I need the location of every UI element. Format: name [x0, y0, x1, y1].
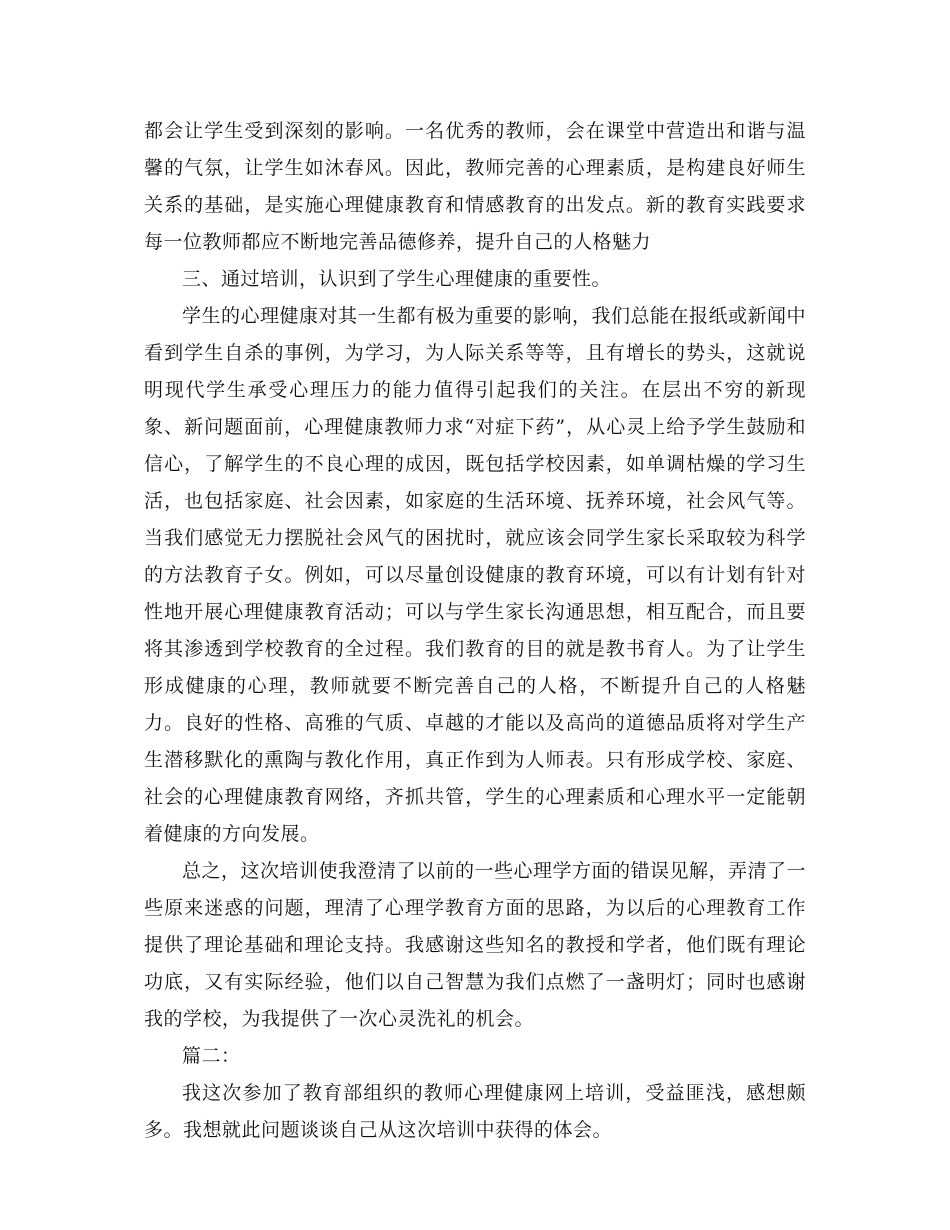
paragraph-article-two-intro: 我这次参加了教育部组织的教师心理健康网上培训，受益匪浅，感想颇多。我想就此问题谈谈自己从这次培训中获得的体会。 [144, 1082, 806, 1141]
paragraph-student-mental-health: 学生的心理健康对其一生都有极为重要的影响，我们总能在报纸或新闻中看到学生自杀的事例，为学习，为人际关系等等，且有增长的势头，这就说明现代学生承受心理压力的能力值得引起我们的关注。在层出不穷的新现象、新问题面前，心理健康教师力求“对症下药”，从心灵上给予学生鼓励和信心，了解学生的不良心理的成因，既包括学校因素，如单调枯燥的学习生活，也包括家庭、社会因素，如家庭的生活环境、抚养环境，社会风气等。当我们感觉无力摆脱社会风气的困扰时，就应该会同学生家长采取较为科学的方法教育子女。例如，可以尽量创设健康的教育环境，可以有计划有针对性地开展心理健康教育活动；可以与学生家长沟通思想，相互配合，而且要将其渗透到学校教育的全过程。我们教育的目的就是教书育人。为了让学生形成健康的心理，教师就要不断完善自己的人格，不断提升自己的人格魅力。良好的性格、高雅的气质、卓越的才能以及高尚的道德品质将对学生产生潜移默化的熏陶与教化作用，真正作到为人师表。只有形成学校、家庭、社会的心理健康教育网络，齐抓共管，学生的心理素质和心理水平一定能朝着健康的方向发展。 [144, 305, 807, 845]
section-heading-three: 三、通过培训，认识到了学生心理健康的重要性。 [182, 268, 612, 290]
article-two-heading: 篇二： [182, 1045, 241, 1067]
paragraph-conclusion: 总之，这次培训使我澄清了以前的一些心理学方面的错误见解，弄清了一些原来迷惑的问题，理清了心理学教育方面的思路，为以后的心理教育工作提供了理论基础和理论支持。我感谢这些知名的教授和学者，他们既有理论功底，又有实际经验，他们以自己智慧为我们点燃了一盏明灯；同时也感谢我的学校，为我提供了一次心灵洗礼的机会。 [144, 860, 807, 1030]
paragraph-continuation: 都会让学生受到深刻的影响。一名优秀的教师，会在课堂中营造出和谐与温馨的气氛，让学生如沐春风。因此，教师完善的心理素质，是构建良好师生关系的基础，是实施心理健康教育和情感教育的出发点。新的教育实践要求每一位教师都应不断地完善品德修养，提升自己的人格魅力 [144, 120, 806, 253]
document-body [144, 113, 806, 1149]
